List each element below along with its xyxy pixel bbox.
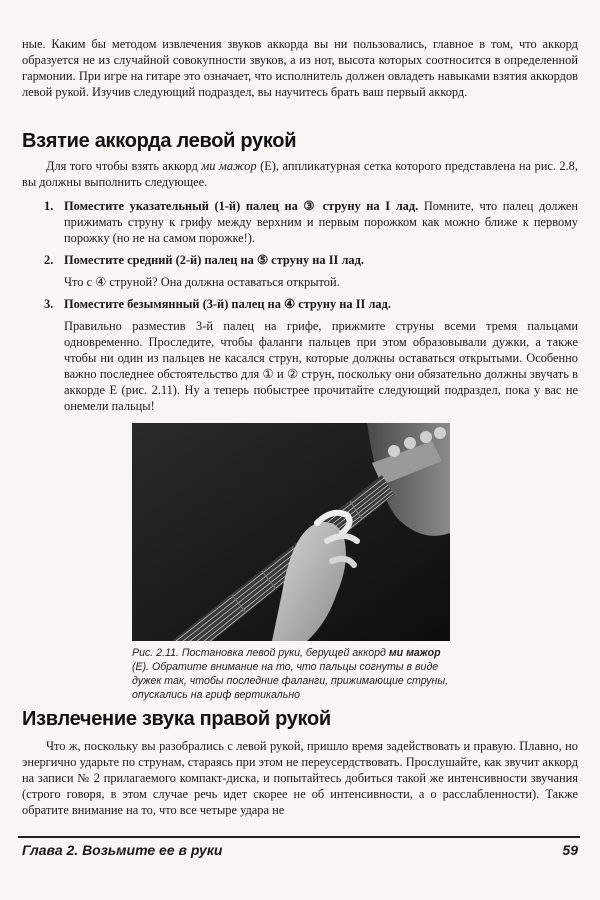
lead-before: Для того чтобы взять аккорд	[46, 159, 202, 173]
section-heading-chord: Взятие аккорда левой рукой	[22, 130, 297, 152]
step-number: 1.	[44, 199, 54, 213]
tuning-peg	[388, 445, 400, 457]
step-title-text: Поместите указательный (1-й) палец на ③ струну на I лад.	[64, 199, 419, 213]
step-number: 2.	[44, 253, 54, 267]
lead-after: (E), аппликатурная сетка которого представлена на рис. 2.8, вы должны выполнить следующее.	[22, 159, 578, 189]
guitar-photo	[132, 423, 450, 641]
footer-divider	[18, 836, 580, 838]
step-item	[44, 252, 578, 290]
caption-suffix: (E). Обратите внимание на то, что пальцы согнуты в виде дужек так, чтобы последние фаланги, прижимающие струны, опускались на гриф вертикально	[132, 661, 449, 701]
steps-list	[44, 198, 578, 420]
caption-prefix: Рис. 2.11. Постановка левой руки, берущей аккорд	[132, 647, 389, 659]
chapter-title: Глава 2. Возьмите ее в руки	[22, 842, 223, 858]
step-item	[44, 198, 578, 246]
step-body: Что с ④ струной? Она должна оставаться открытой.	[64, 275, 340, 289]
section-heading-strum: Извлечение звука правой рукой	[22, 708, 331, 730]
step-item	[44, 296, 578, 414]
lead-paragraph	[22, 158, 578, 190]
tuning-peg	[420, 431, 432, 443]
intro-paragraph: ные. Каким бы методом извлечения звуков аккорда вы ни пользовались, главное в том, что аккорд образуется не из случайной совокупности звуков, а из нот, высота которых соотносится в определенной гармонии. При игре на гитаре это означает, что исполнитель должен овладеть навыками взятия аккордов левой рукой. Изучив следующий подраздел, вы научитесь брать ваш первый аккорд.	[22, 37, 578, 99]
tuning-peg	[404, 437, 416, 449]
lead-emphasis: ми мажор	[201, 159, 257, 173]
page-number: 59	[562, 842, 578, 858]
step-title: Поместите безымянный (3-й) палец на ④ струну на II лад.	[64, 297, 391, 311]
step-title	[64, 198, 578, 246]
caption-bold: ми мажор	[388, 647, 441, 659]
step-title: Поместите средний (2-й) палец на ⑤ струну на II лад.	[64, 253, 364, 267]
guitar-hand-illustration	[132, 423, 450, 641]
step-body: Правильно разместив 3-й палец на грифе, прижмите струны всеми тремя пальцами одновременно. Проследите, чтобы фаланги пальцев при этом образовывали дужки, а также чтобы ни один из пальцев не касался струн, которые должны оставаться открытыми. Особенно важно последнее обстоятельство для ① и ② струн, поскольку они обязательно должны звучать в аккорде E (рис. 2.11). Ну а теперь побыстрее прочитайте следующий подраздел, пока у вас не онемели пальцы!	[64, 319, 578, 413]
tuning-peg	[434, 427, 446, 439]
strum-paragraph: Что ж, поскольку вы разобрались с левой рукой, пришло время задействовать и правую. Плавно, но энергично ударьте по струнам, стараясь при этом не переусердствовать. Прослушайте, как звучит аккорд на записи № 2 прилагаемого компакт-диска, и попытайтесь добиться такой же интенсивности звучания (строго говоря, в этом случае речь идет скорее не об интенсивности, а о расслабленности). Также обратите внимание на то, что все четыре удара не	[22, 739, 578, 817]
step-number: 3.	[44, 297, 54, 311]
step-body-inline: Помните, что палец должен прижимать струну к грифу между верхним и первым порожком как можно ближе к первому порожку (но не на самом порожке!).	[64, 199, 578, 245]
figure-caption	[132, 646, 452, 702]
